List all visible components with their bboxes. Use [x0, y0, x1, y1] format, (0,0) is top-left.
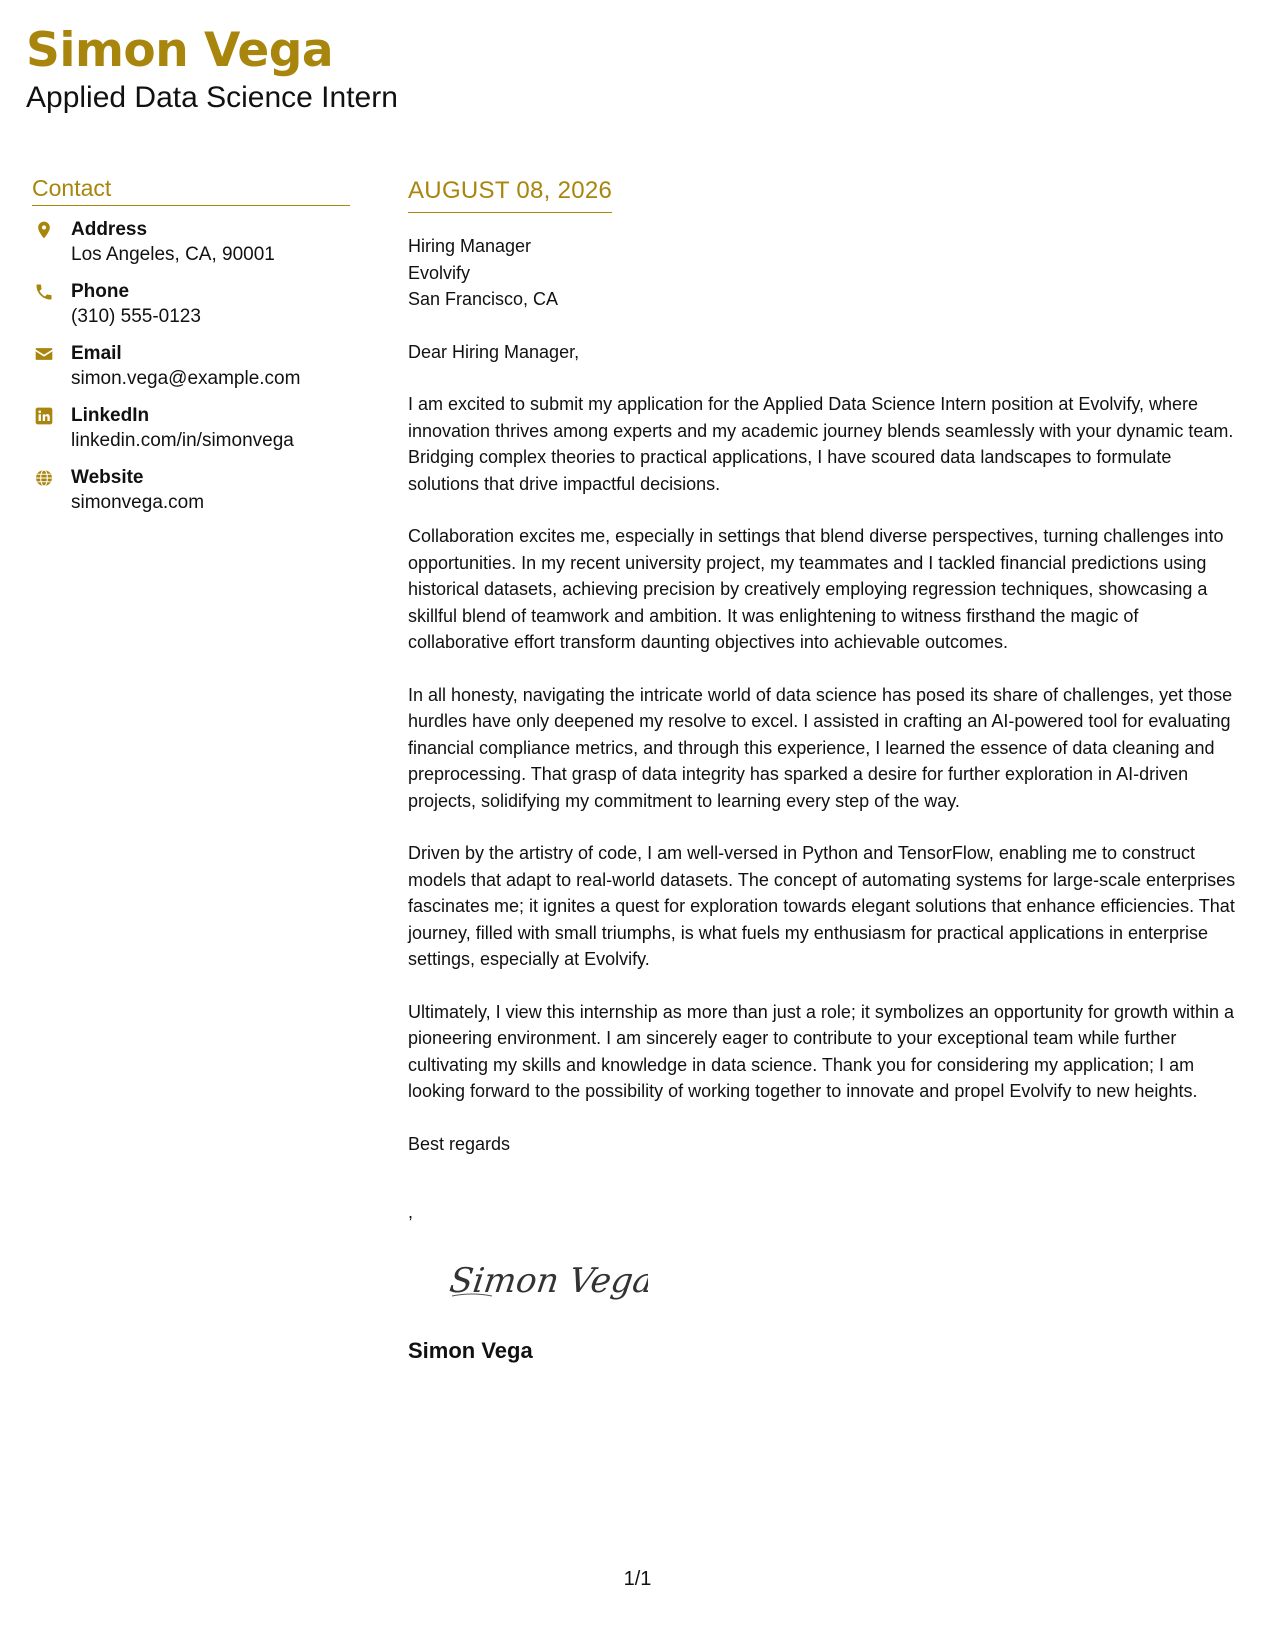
body-paragraph: In all honesty, navigating the intricate world of data science has posed its share of challenges, yet those hurdles have only deepened my resolve to excel. I assisted in crafting an AI-powered tool for evaluating financial compliance metrics, and through this experience, I learned the essence of data cleaning and preprocessing. That grasp of data integrity has sparked a desire for further exploration in AI-driven projects, solidifying my commitment to learning every step of the way.: [408, 684, 1233, 811]
contact-item-email: [32, 342, 350, 391]
contact-item-linkedin: [32, 404, 350, 453]
contact-sidebar: [32, 174, 350, 528]
signer-name: Simon Vega: [408, 1338, 533, 1363]
contact-label: Website: [71, 467, 144, 488]
contact-label: Phone: [71, 281, 130, 302]
signature-image: [448, 1252, 648, 1312]
recipient-line: Evolvify: [408, 262, 471, 283]
sidebar-title: Contact: [32, 174, 350, 206]
body-paragraph: Driven by the artistry of code, I am well-versed in Python and TensorFlow, enabling me to construct models that adapt to real-world datasets. The concept of automating systems for large-scale enterprises fascinates me; it ignites a quest for exploration towards elegant solutions that enhance efficiencies. That journey, filled with small triumphs, is what fuels my enthusiasm for practical applications in enterprise settings, especially at Evolvify.: [408, 843, 1236, 969]
contact-item-website: [32, 466, 350, 515]
envelope-icon: [34, 344, 54, 364]
contact-value[interactable]: simonvega.com: [71, 492, 205, 513]
body-paragraph: Collaboration excites me, especially in settings that blend diverse perspectives, turning challenges into opportunities. In my recent university project, my teammates and I tackled financial predictions using historical datasets, achieving precision by creatively employing regression techniques, showcasing a skillful blend of teamwork and ambition. It was enlightening to witness firsthand the magic of collaborative effort transform daunting objectives into achievable outcomes.: [408, 526, 1224, 652]
map-pin-icon: [34, 220, 54, 240]
body-paragraph: I am excited to submit my application for the Applied Data Science Intern position at Evolvify, where innovation thrives among experts and my academic journey blends seamlessly with your dynamic team. Bridging complex theories to practical applications, I have scoured data landscapes to formulate solutions that drive impactful decisions.: [408, 394, 1234, 494]
signature-text: Simon Vega: [448, 1261, 648, 1301]
closing: Best regards: [408, 1133, 511, 1154]
letter-date: AUGUST 08, 2026: [408, 176, 612, 213]
body-paragraph: Ultimately, I view this internship as more than just a role; it symbolizes an opportunity for growth within a pioneering environment. I am sincerely eager to contribute to your exceptional team while further cultivating my skills and knowledge in data science. Thank you for considering my application; I am looking forward to the possibility of working together to innovate and propel Evolvify to new heights.: [408, 1001, 1235, 1101]
recipient-line: Hiring Manager: [408, 236, 532, 256]
contact-item-phone: [32, 280, 350, 329]
recipient-line: San Francisco, CA: [408, 289, 559, 309]
contact-label: Address: [71, 219, 148, 240]
globe-icon: [34, 468, 54, 488]
contact-value: (310) 555-0123: [71, 306, 201, 327]
salutation: Dear Hiring Manager,: [408, 341, 580, 362]
closing-comma: ,: [408, 1202, 414, 1222]
letter-body: [408, 176, 1243, 1365]
contact-value: Los Angeles, CA, 90001: [71, 244, 275, 265]
header: [26, 22, 398, 116]
contact-value[interactable]: linkedin.com/in/simonvega: [71, 430, 294, 451]
page-number: 1/1: [623, 1568, 652, 1590]
candidate-role: Applied Data Science Intern: [26, 81, 398, 114]
contact-label: Email: [71, 343, 122, 364]
contact-label: LinkedIn: [71, 405, 150, 426]
contact-item-address: [32, 218, 350, 267]
linkedin-icon: [34, 406, 54, 426]
recipient-block: [408, 233, 1243, 313]
contact-value[interactable]: simon.vega@example.com: [71, 368, 301, 389]
candidate-name: Simon Vega: [26, 23, 334, 78]
phone-icon: [34, 282, 54, 302]
